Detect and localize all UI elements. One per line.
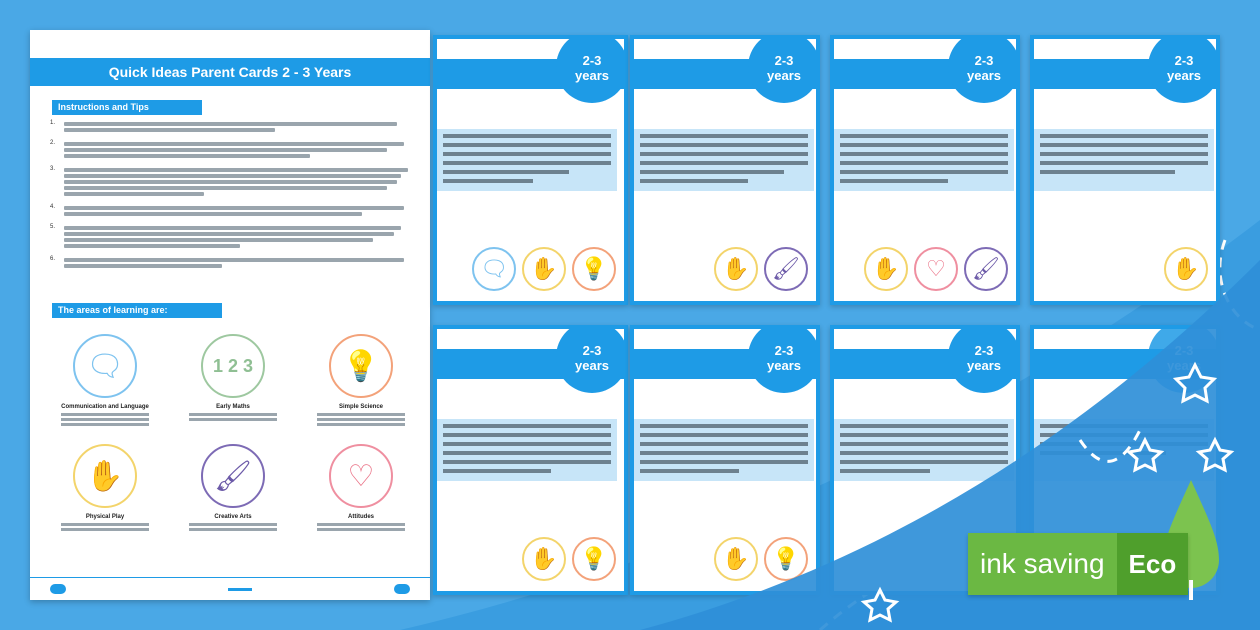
list-item: 2. xyxy=(50,140,415,160)
lightbulb-icon: 💡 xyxy=(764,537,808,581)
paintbrush-icon: 🖌 xyxy=(764,247,808,291)
ink-saving-badge xyxy=(968,533,1188,595)
hand-icon: ✋ xyxy=(522,537,566,581)
area-attitudes: ♡ Attitudes xyxy=(306,444,416,533)
hand-icon: ✋ xyxy=(522,247,566,291)
age-badge: 2-3 years xyxy=(748,35,820,103)
heart-icon: ♡ xyxy=(329,444,393,508)
eco-label: Eco xyxy=(1117,533,1189,595)
area-creative-arts: 🖌 Creative Arts xyxy=(178,444,288,533)
lightbulb-icon: 💡 xyxy=(572,247,616,291)
list-item: 1. xyxy=(50,120,415,134)
age-badge: 2-3 years xyxy=(556,35,628,103)
age-badge: 2-3 years xyxy=(748,325,820,393)
paintbrush-icon: 🖌 xyxy=(201,444,265,508)
list-item: 5. xyxy=(50,224,415,250)
area-communication: 🗨 Communication and Language xyxy=(50,334,160,428)
lightbulb-icon: 💡 xyxy=(572,537,616,581)
age-badge: 2-3 years xyxy=(556,325,628,393)
hand-icon: ✋ xyxy=(864,247,908,291)
instructions-heading: Instructions and Tips xyxy=(52,100,202,115)
lightbulb-icon: 💡 xyxy=(329,334,393,398)
list-item: 6. xyxy=(50,256,415,270)
area-physical-play: ✋ Physical Play xyxy=(50,444,160,533)
sheet-title: Quick Ideas Parent Cards 2 - 3 Years xyxy=(30,58,430,86)
age-badge: 2-3 years xyxy=(1148,35,1220,103)
age-badge: 2-3 years xyxy=(948,325,1020,393)
speech-bubble-icon: 🗨 xyxy=(73,334,137,398)
numbers-icon: 1 2 3 xyxy=(201,334,265,398)
list-item: 4. xyxy=(50,204,415,218)
hand-icon: ✋ xyxy=(714,247,758,291)
hand-icon: ✋ xyxy=(1164,247,1208,291)
paintbrush-icon: 🖌 xyxy=(964,247,1008,291)
ink-saving-label: ink saving xyxy=(968,533,1117,595)
hand-icon: ✋ xyxy=(73,444,137,508)
hand-icon: ✋ xyxy=(714,537,758,581)
age-badge: 2-3 years xyxy=(948,35,1020,103)
areas-heading: The areas of learning are: xyxy=(52,303,222,318)
list-item: 3. xyxy=(50,166,415,198)
area-simple-science: 💡 Simple Science xyxy=(306,334,416,428)
speech-bubble-icon: 🗨 xyxy=(472,247,516,291)
area-early-maths: 1 2 3 Early Maths xyxy=(178,334,288,423)
heart-icon: ♡ xyxy=(914,247,958,291)
